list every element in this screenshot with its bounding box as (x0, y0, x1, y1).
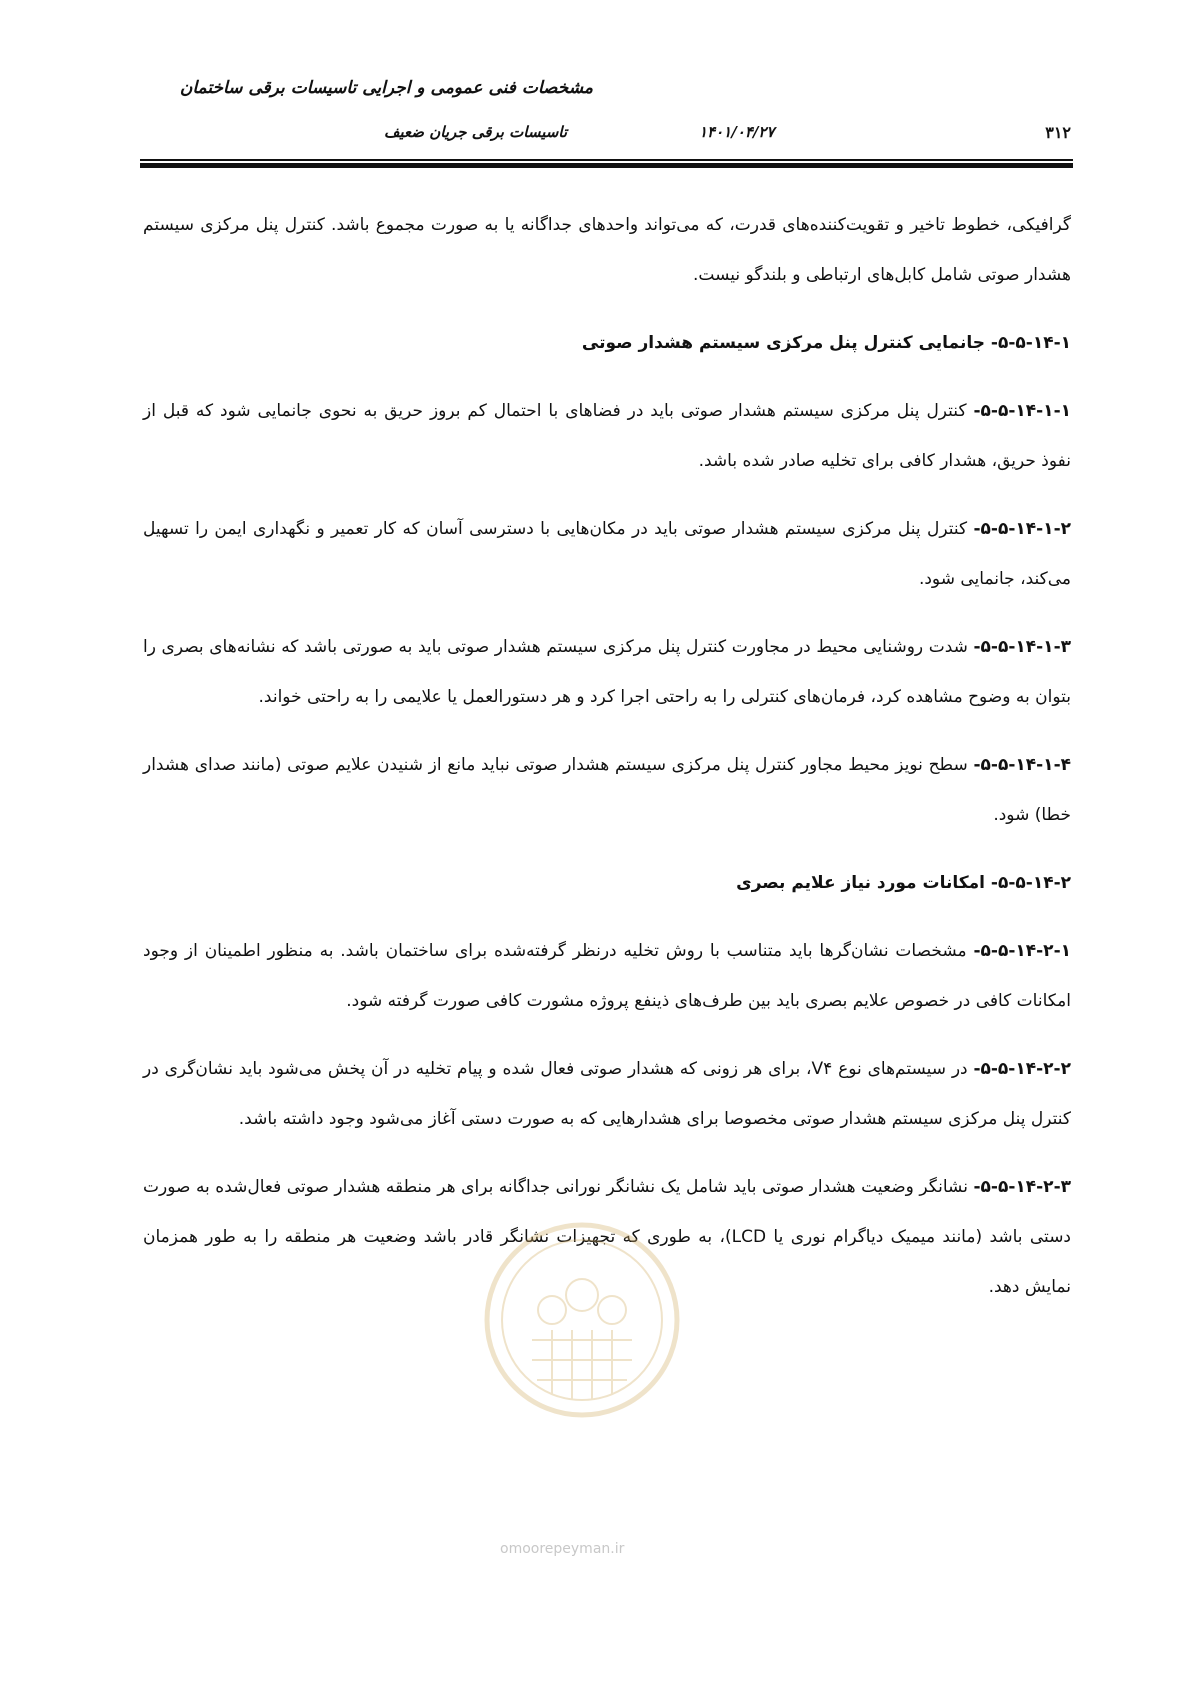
clause-paragraph (143, 386, 1071, 486)
clause-number: ۵-۵-۱۴-۲-۳- (973, 1177, 1071, 1197)
section-number: ۵-۵-۱۴-۲- (990, 873, 1071, 893)
clause-text: کنترل پنل مرکزی سیستم هشدار صوتی باید در فضاهای با احتمال کم بروز حریق به نحوی جانمایی شود که قبل از نفوذ حریق، هشدار کافی برای تخلیه صادر شده باشد. (143, 401, 1071, 471)
page-number: ۳۱۲ (1045, 123, 1071, 142)
watermark-url: omoorepeyman.ir (500, 1541, 625, 1557)
section-subtitle: تاسیسات برقی جریان ضعیف (384, 123, 568, 141)
clause-text: کنترل پنل مرکزی سیستم هشدار صوتی باید در مکان‌هایی با دسترسی آسان که کار تعمیر و نگهداری ایمن را تسهیل می‌کند، جانمایی شود. (143, 519, 1071, 589)
clause-number: ۵-۵-۱۴-۲-۲- (973, 1059, 1071, 1079)
clause-paragraph (143, 740, 1071, 840)
header-rule-thin (140, 159, 1073, 161)
page-header (140, 78, 1071, 168)
header-rule-thick (140, 163, 1073, 168)
clause-text: مشخصات نشان‌گرها باید متناسب با روش تخلیه درنظر گرفته‌شده برای ساختمان باشد. به منظور اطمینان از وجود امکانات کافی در خصوص علایم بصری باید بین طرف‌های ذینفع پروژه مشورت کافی صورت گرفته شود. (143, 941, 1071, 1011)
clause-number: ۵-۵-۱۴-۱-۴- (973, 755, 1071, 775)
clause-number: ۵-۵-۱۴-۱-۱- (973, 401, 1071, 421)
clause-paragraph (143, 926, 1071, 1026)
clause-paragraph (143, 622, 1071, 722)
paragraph-intro (143, 200, 1071, 300)
clause-paragraph (143, 1162, 1071, 1312)
clause-text: در سیستم‌های نوع V۴، برای هر زونی که هشدار صوتی فعال شده و پیام تخلیه در آن پخش می‌شود باید نشان‌گری در کنترل پنل مرکزی سیستم هشدار صوتی مخصوصا برای هشدارهایی که به صورت دستی آغاز می‌شود وجود داشته باشد. (143, 1059, 1071, 1129)
document-title: مشخصات فنی عمومی و اجرایی تاسیسات برقی ساختمان (179, 78, 593, 98)
clause-number: ۵-۵-۱۴-۲-۱- (973, 941, 1071, 961)
section-heading (143, 318, 1071, 368)
section-heading (143, 858, 1071, 908)
clause-number: ۵-۵-۱۴-۱-۳- (973, 637, 1071, 657)
section-number: ۵-۵-۱۴-۱- (990, 333, 1071, 353)
document-body (143, 200, 1071, 1330)
clause-text: نشانگر وضعیت هشدار صوتی باید شامل یک نشانگر نورانی جداگانه برای هر منطقه هشدار صوتی فعال‌شده به صورت دستی باشد (مانند میمیک دیاگرام نوری یا LCD)، به طوری که تجهیزات نشانگر قادر باشد وضعیت هر منطقه را به طور همزمان نمایش دهد. (143, 1177, 1072, 1297)
clause-text: سطح نویز محیط مجاور کنترل پنل مرکزی سیستم هشدار صوتی نباید مانع از شنیدن علایم صوتی (مانند صدای هشدار خطا) شود. (143, 755, 1071, 825)
header-date: ۱۴۰۱/۰۴/۲۷ (699, 123, 775, 141)
clause-text: شدت روشنایی محیط در مجاورت کنترل پنل مرکزی سیستم هشدار صوتی باید به صورتی باشد که نشانه‌های بصری را بتوان به وضوح مشاهده کرد، فرمان‌های کنترلی را به راحتی اجرا کرد و هر دستورالعمل یا علایمی را به راحتی خواند. (143, 637, 1071, 707)
section-heading-text: جانمایی کنترل پنل مرکزی سیستم هشدار صوتی (581, 333, 991, 353)
section-heading-text: امکانات مورد نیاز علایم بصری (736, 873, 991, 893)
paragraph-text: گرافیکی، خطوط تاخیر و تقویت‌کننده‌های قدرت، که می‌تواند واحدهای جداگانه یا به صورت مجموع باشد. کنترل پنل مرکزی سیستم هشدار صوتی شامل کابل‌های ارتباطی و بلندگو نیست. (143, 215, 1071, 285)
clause-paragraph (143, 504, 1071, 604)
clause-number: ۵-۵-۱۴-۱-۲- (973, 519, 1071, 539)
clause-paragraph (143, 1044, 1071, 1144)
